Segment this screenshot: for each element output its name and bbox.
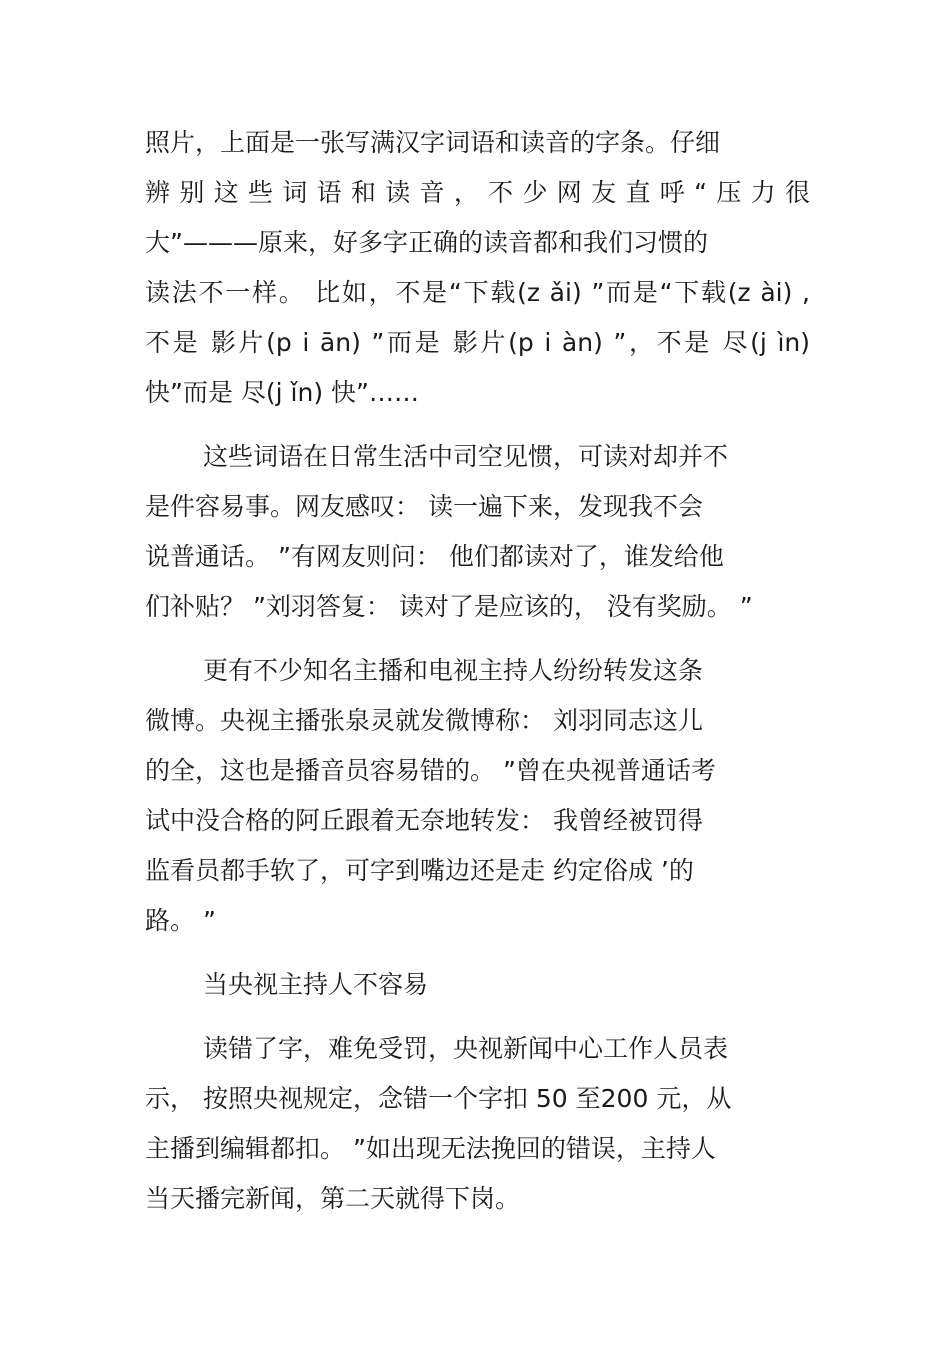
text-line: 当天播完新闻，第二天就得下岗。	[145, 1184, 521, 1213]
paragraph-2	[145, 432, 810, 632]
text-line: 们补贴？ ”刘羽答复： 读对了是应该的， 没有奖励。 ”	[145, 592, 753, 621]
text-line: 是件容易事。网友感叹： 读一遍下来，发现我不会	[145, 492, 703, 521]
text-line: 路。 ”	[145, 906, 216, 935]
text-line: 大”———原来，好多字正确的读音都和我们习惯的	[145, 228, 708, 257]
text-line: 示， 按照央视规定，念错一个字扣 50 至200 元，从	[145, 1084, 732, 1113]
text-line: 主播到编辑都扣。 ”如出现无法挽回的错误，主持人	[145, 1134, 716, 1163]
paragraph-1	[145, 118, 810, 418]
paragraph-4	[145, 1024, 810, 1224]
text-line: 监看员都手软了，可字到嘴边还是走 约定俗成 ’的	[145, 856, 694, 885]
text-line: 读法不一样。 比如，不是“下载(z ǎi) ”而是“下载(z ài) ,	[145, 278, 810, 307]
text-line: 更有不少知名主播和电视主持人纷纷转发这条	[203, 656, 704, 685]
text-line: 辨别这些词语和读音，不少网友直呼“压力很	[145, 178, 810, 207]
section-heading: 当央视主持人不容易	[203, 970, 429, 999]
text-line: 这些词语在日常生活中司空见惯，可读对却并不	[203, 442, 729, 471]
text-line: 说普通话。 ”有网友则问： 他们都读对了，谁发给他	[145, 542, 724, 571]
text-line: 试中没合格的阿丘跟着无奈地转发： 我曾经被罚得	[145, 806, 703, 835]
text-line: 照片，上面是一张写满汉字词语和读音的字条。仔细	[145, 128, 721, 157]
text-line: 的全，这也是播音员容易错的。 ”曾在央视普通话考	[145, 756, 716, 785]
section-heading-block	[145, 960, 810, 1010]
paragraph-3	[145, 646, 810, 946]
document-body	[145, 118, 810, 1238]
text-line: 读错了字，难免受罚，央视新闻中心工作人员表	[203, 1034, 729, 1063]
text-line: 不是 影片(p i ān) ”而是 影片(p i àn) ”，不是 尽(j ìn)	[145, 328, 810, 357]
text-line: 快”而是 尽(j ǐn) 快”……	[145, 378, 419, 407]
text-line: 微博。央视主播张泉灵就发微博称： 刘羽同志这儿	[145, 706, 703, 735]
